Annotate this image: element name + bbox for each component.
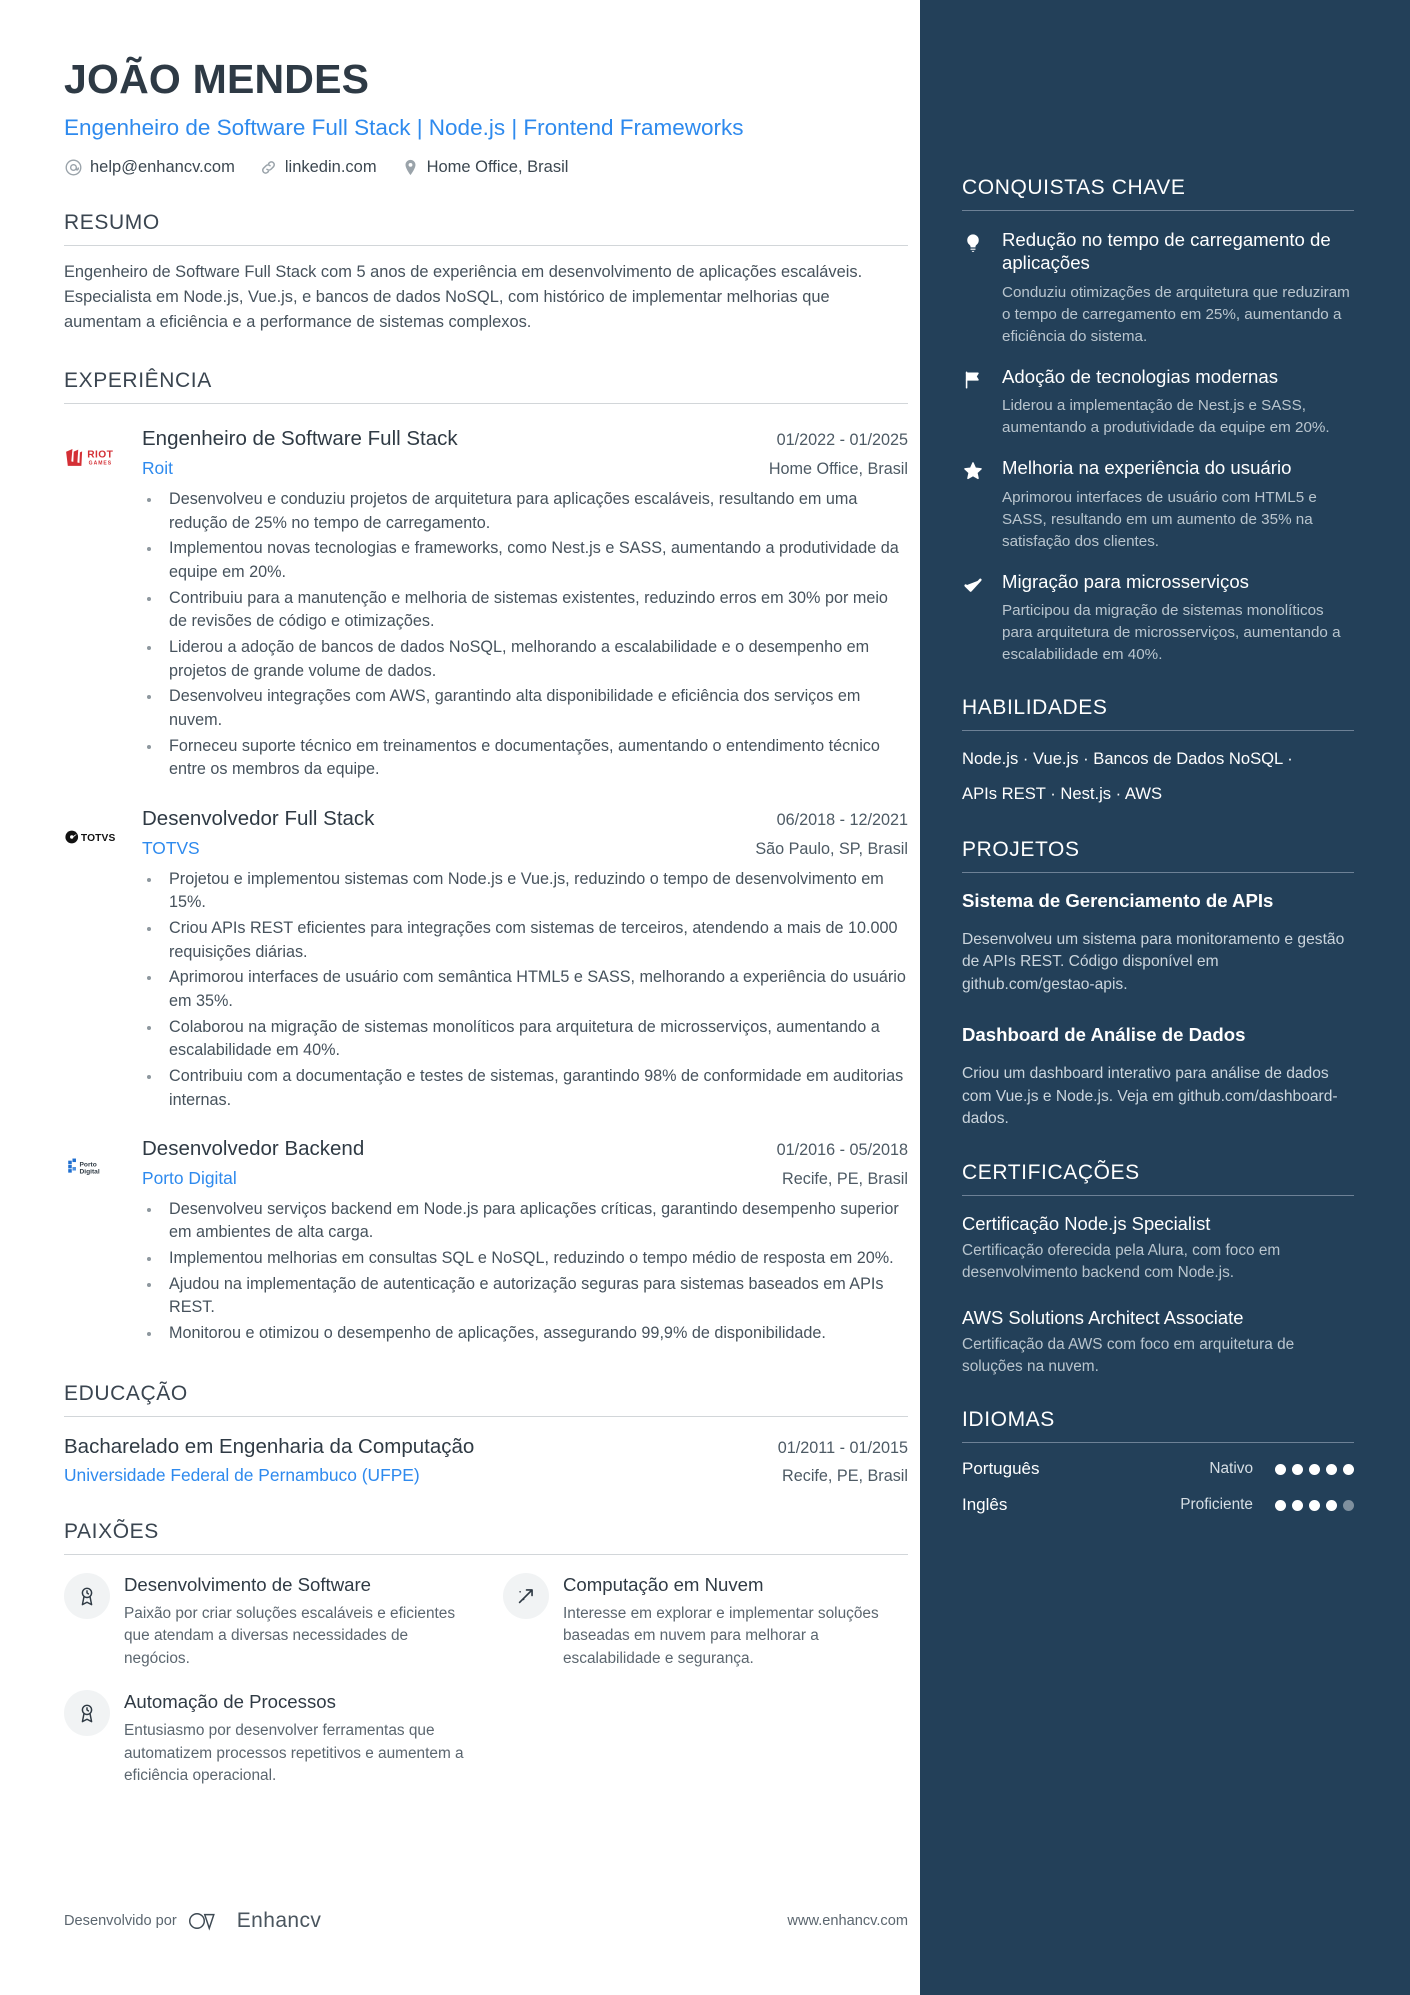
- list-item: • Projetou e implementou sistemas com Node.js e Vue.js, reduzindo o tempo de desenvolvimento em 15%.: [162, 868, 908, 915]
- experience-role: Desenvolvedor Full Stack: [142, 806, 375, 830]
- experience-location: Recife, PE, Brasil: [782, 1169, 908, 1188]
- achievement-title: Adoção de tecnologias modernas: [1002, 365, 1278, 387]
- footer-brand-name: Enhancv: [236, 1909, 322, 1932]
- achievement-desc: Conduziu otimizações de arquitetura que reduziram o tempo de carregamento em 25%, aumentando a eficiência do sistema.: [1002, 283, 1350, 345]
- list-item: • Implementou novas tecnologias e frameworks, como Nest.js e SASS, aumentando a produtividade da equipe em 20%.: [162, 537, 908, 584]
- bulb-icon: [962, 228, 988, 348]
- divider: [962, 730, 1354, 731]
- certification-desc: Certificação da AWS com foco em arquitetura de soluções na nuvem.: [962, 1335, 1295, 1376]
- experience-company[interactable]: TOTVS: [142, 837, 200, 858]
- company-logo-col: [64, 806, 142, 1114]
- medal-icon: [64, 1690, 110, 1736]
- experience-location: São Paulo, SP, Brasil: [755, 839, 908, 858]
- contact-list: [64, 158, 908, 177]
- list-item: • Desenvolveu serviços backend em Node.js para aplicações críticas, garantindo desempenho superior em ambientes de alta carga.: [162, 1198, 908, 1245]
- porto-digital-logo: [64, 1150, 126, 1184]
- experience-bullets: [162, 1198, 908, 1346]
- location-pin-icon: [401, 158, 420, 177]
- language-row: [962, 1459, 1354, 1479]
- section-title-experience: EXPERIÊNCIA: [64, 369, 212, 393]
- experience-item: [64, 1136, 908, 1348]
- list-item: • Colaborou na migração de sistemas monolíticos para arquitetura de microsserviços, aumentando a escalabilidade em 40%.: [162, 1016, 908, 1063]
- footer-website[interactable]: www.enhancv.com: [787, 1913, 908, 1929]
- project-item: [962, 889, 1354, 997]
- rating-dot: [1275, 1500, 1286, 1511]
- star-icon: [962, 456, 988, 553]
- experience-item: [64, 426, 908, 784]
- list-item: • Desenvolveu integrações com AWS, garantindo alta disponibilidade e eficiência dos serviços em nuvem.: [162, 685, 908, 732]
- achievement-title: Redução no tempo de carregamento de aplicações: [1002, 229, 1331, 274]
- section-title-education: EDUCAÇÃO: [64, 1381, 188, 1405]
- experience-company[interactable]: Porto Digital: [142, 1167, 237, 1188]
- section-education: [64, 1382, 908, 1486]
- svg-text:RIOT: RIOT: [87, 450, 114, 462]
- passion-title: Computação em Nuvem: [563, 1573, 764, 1595]
- experience-dates: 01/2022 - 01/2025: [776, 431, 908, 450]
- list-item: • Monitorou e otimizou o desempenho de aplicações, assegurando 99,9% de disponibilidade.: [162, 1322, 908, 1346]
- divider: [962, 210, 1354, 211]
- passion-title: Automação de Processos: [124, 1690, 336, 1712]
- svg-text:Porto: Porto: [79, 1161, 97, 1169]
- skills-line: APIs REST · Nest.js · AWS: [962, 783, 1163, 803]
- company-logo-col: [64, 426, 142, 784]
- divider: [64, 245, 908, 246]
- list-item: • Ajudou na implementação de autenticação e autorização seguras para sistemas baseados em APIs REST.: [162, 1273, 908, 1320]
- rating-dot: [1292, 1464, 1303, 1475]
- rating-dot-empty: [1343, 1500, 1354, 1511]
- achievement-desc: Participou da migração de sistemas monolíticos para arquitetura de microsserviços, aumentando a escalabilidade em 40%.: [1002, 602, 1341, 664]
- achievement-title: Melhoria na experiência do usuário: [1002, 457, 1292, 479]
- section-experience: [64, 369, 908, 1347]
- section-title-achievements: CONQUISTAS CHAVE: [962, 176, 1186, 199]
- passion-item: [503, 1573, 908, 1670]
- divider: [64, 1554, 908, 1555]
- section-title-passions: PAIXÕES: [64, 1519, 159, 1543]
- contact-email[interactable]: [64, 158, 235, 177]
- svg-text:Digital: Digital: [79, 1168, 100, 1176]
- contact-location: [401, 158, 569, 177]
- education-location: Recife, PE, Brasil: [782, 1466, 908, 1485]
- achievement-item: [962, 456, 1354, 553]
- project-desc: Criou um dashboard interativo para análise de dados com Vue.js e Node.js. Veja em github.com/dashboard-dados.: [962, 1064, 1338, 1128]
- contact-linkedin-text: linkedin.com: [284, 158, 377, 177]
- rating-dot: [1275, 1464, 1286, 1475]
- achievement-desc: Liderou a implementação de Nest.js e SASS, aumentando a produtividade da equipe em 20%.: [1002, 397, 1330, 437]
- achievement-title: Migração para microsserviços: [1002, 570, 1249, 592]
- section-passions: [64, 1520, 908, 1787]
- divider: [962, 1442, 1354, 1443]
- list-item: • Desenvolveu e conduziu projetos de arquitetura para aplicações escaláveis, resultando em uma redução de 25% no tempo de carregamento.: [162, 488, 908, 535]
- passion-title: Desenvolvimento de Software: [124, 1573, 372, 1595]
- company-logo-col: [64, 1136, 142, 1348]
- language-level: Nativo: [1209, 1460, 1253, 1478]
- contact-linkedin[interactable]: [259, 158, 377, 177]
- list-item: • Forneceu suporte técnico em treinamentos e documentações, aumentando o entendimento técnico entre os membros da equipe.: [162, 735, 908, 782]
- certification-item: [962, 1212, 1354, 1284]
- list-item: • Criou APIs REST eficientes para integrações com sistemas de terceiros, atendendo a mais de 10.000 requisições diárias.: [162, 917, 908, 964]
- certification-item: [962, 1306, 1354, 1378]
- list-item: • Liderou a adoção de bancos de dados NoSQL, melhorando a escalabilidade e o desempenho em projetos de grande volume de dados.: [162, 636, 908, 683]
- language-rating-dots: [1275, 1464, 1354, 1475]
- certification-name: AWS Solutions Architect Associate: [962, 1307, 1244, 1329]
- contact-email-text: help@enhancv.com: [90, 158, 235, 177]
- experience-dates: 06/2018 - 12/2021: [776, 810, 908, 829]
- experience-item: [64, 806, 908, 1114]
- language-row: [962, 1495, 1354, 1515]
- at-icon: [64, 158, 83, 177]
- totvs-logo: [64, 820, 126, 854]
- section-achievements: [962, 176, 1354, 666]
- section-projects: [962, 838, 1354, 1131]
- project-item: [962, 1023, 1354, 1131]
- passion-desc: Entusiasmo por desenvolver ferramentas que automatizem processos repetitivos e aumentem a eficiência operacional.: [124, 1722, 464, 1784]
- link-icon: [259, 158, 278, 177]
- list-item: • Contribuiu com a documentação e testes de sistemas, garantindo 98% de conformidade em auditorias internas.: [162, 1065, 908, 1112]
- language-level: Proficiente: [1180, 1496, 1253, 1514]
- experience-dates: 01/2016 - 05/2018: [776, 1141, 908, 1160]
- achievement-desc: Aprimorou interfaces de usuário com HTML5 e SASS, resultando em um aumento de 35% na satisfação dos clientes.: [1002, 488, 1317, 550]
- divider: [64, 403, 908, 404]
- divider: [962, 1195, 1354, 1196]
- experience-role: Engenheiro de Software Full Stack: [142, 427, 458, 451]
- section-skills: [962, 696, 1354, 807]
- passions-grid: [64, 1573, 908, 1787]
- page-title: JOÃO MENDES: [64, 56, 370, 102]
- section-summary: [64, 211, 908, 335]
- divider: [64, 1416, 908, 1417]
- rating-dot: [1309, 1464, 1320, 1475]
- skills-line: Node.js · Vue.js · Bancos de Dados NoSQL ·: [962, 749, 1293, 769]
- contact-location-text: Home Office, Brasil: [426, 158, 569, 177]
- achievement-item: [962, 365, 1354, 439]
- passion-desc: Paixão por criar soluções escaláveis e eficientes que atendam a diversas necessidades de negócios.: [124, 1604, 456, 1667]
- language-name: Inglês: [962, 1495, 1008, 1515]
- list-item: • Implementou melhorias em consultas SQL e NoSQL, reduzindo o tempo médio de resposta em 20%.: [162, 1247, 908, 1271]
- trending-arrow-icon: [503, 1573, 549, 1619]
- enhancv-brand: [64, 1909, 321, 1933]
- headline: Engenheiro de Software Full Stack | Node.js | Frontend Frameworks: [64, 115, 744, 141]
- section-title-projects: PROJETOS: [962, 837, 1080, 861]
- svg-text:TOTVS: TOTVS: [80, 832, 116, 844]
- project-name: Dashboard de Análise de Dados: [962, 1023, 1246, 1045]
- rating-dot: [1326, 1464, 1337, 1475]
- rating-dot: [1326, 1500, 1337, 1511]
- divider: [962, 872, 1354, 873]
- section-title-languages: IDIOMAS: [962, 1408, 1055, 1432]
- footer: [64, 1909, 908, 1933]
- experience-location: Home Office, Brasil: [768, 460, 908, 479]
- experience-bullets: [162, 488, 908, 782]
- svg-text:GAMES: GAMES: [88, 461, 113, 468]
- medal-icon: [64, 1573, 110, 1619]
- check-icon: [962, 570, 988, 667]
- flag-icon: [962, 365, 988, 439]
- language-name: Português: [962, 1459, 1040, 1479]
- experience-role: Desenvolvedor Backend: [142, 1137, 365, 1161]
- experience-company[interactable]: Roit: [142, 458, 173, 479]
- rating-dot: [1292, 1500, 1303, 1511]
- list-item: • Contribuiu para a manutenção e melhoria de sistemas existentes, reduzindo erros em 30% por meio de revisões de código e otimizações.: [162, 587, 908, 634]
- achievement-item: [962, 570, 1354, 667]
- passion-item: [64, 1573, 469, 1670]
- language-rating-dots: [1275, 1500, 1354, 1511]
- section-certifications: [962, 1161, 1354, 1378]
- riot-games-logo: [64, 440, 126, 474]
- passion-desc: Interesse em explorar e implementar soluções baseadas em nuvem para melhorar a escalabilidade e segurança.: [563, 1604, 879, 1667]
- rating-dot: [1343, 1464, 1354, 1475]
- footer-made-by: Desenvolvido por: [64, 1913, 177, 1929]
- project-desc: Desenvolveu um sistema para monitoramento e gestão de APIs REST. Código disponível em github.com/gestao-apis.: [962, 930, 1345, 994]
- certification-desc: Certificação oferecida pela Alura, com foco em desenvolvimento backend com Node.js.: [962, 1241, 1281, 1281]
- experience-bullets: [162, 868, 908, 1113]
- passion-item: [64, 1690, 469, 1787]
- section-languages: [962, 1408, 1354, 1515]
- summary-text: Engenheiro de Software Full Stack com 5 anos de experiência em desenvolvimento de aplicações escaláveis. Especialista em Node.js, Vue.js, e bancos de dados NoSQL, com histórico de implementar melhorias que aumentam a eficiência e a performance de sistemas complexos.: [64, 263, 863, 332]
- project-name: Sistema de Gerenciamento de APIs: [962, 889, 1274, 911]
- section-title-skills: HABILIDADES: [962, 696, 1108, 720]
- education-dates: 01/2011 - 01/2015: [777, 1438, 908, 1457]
- section-title-certifications: CERTIFICAÇÕES: [962, 1161, 1140, 1185]
- sidebar: [920, 0, 1410, 1995]
- certification-name: Certificação Node.js Specialist: [962, 1213, 1211, 1235]
- education-item: [64, 1435, 908, 1486]
- enhancv-logo-icon: [187, 1910, 227, 1932]
- list-item: • Aprimorou interfaces de usuário com semântica HTML5 e SASS, melhorando a experiência do usuário em 35%.: [162, 966, 908, 1013]
- rating-dot: [1309, 1500, 1320, 1511]
- section-title-summary: RESUMO: [64, 211, 160, 235]
- education-school[interactable]: Universidade Federal de Pernambuco (UFPE): [64, 1464, 420, 1485]
- education-degree: Bacharelado em Engenharia da Computação: [64, 1434, 475, 1458]
- achievement-item: [962, 228, 1354, 348]
